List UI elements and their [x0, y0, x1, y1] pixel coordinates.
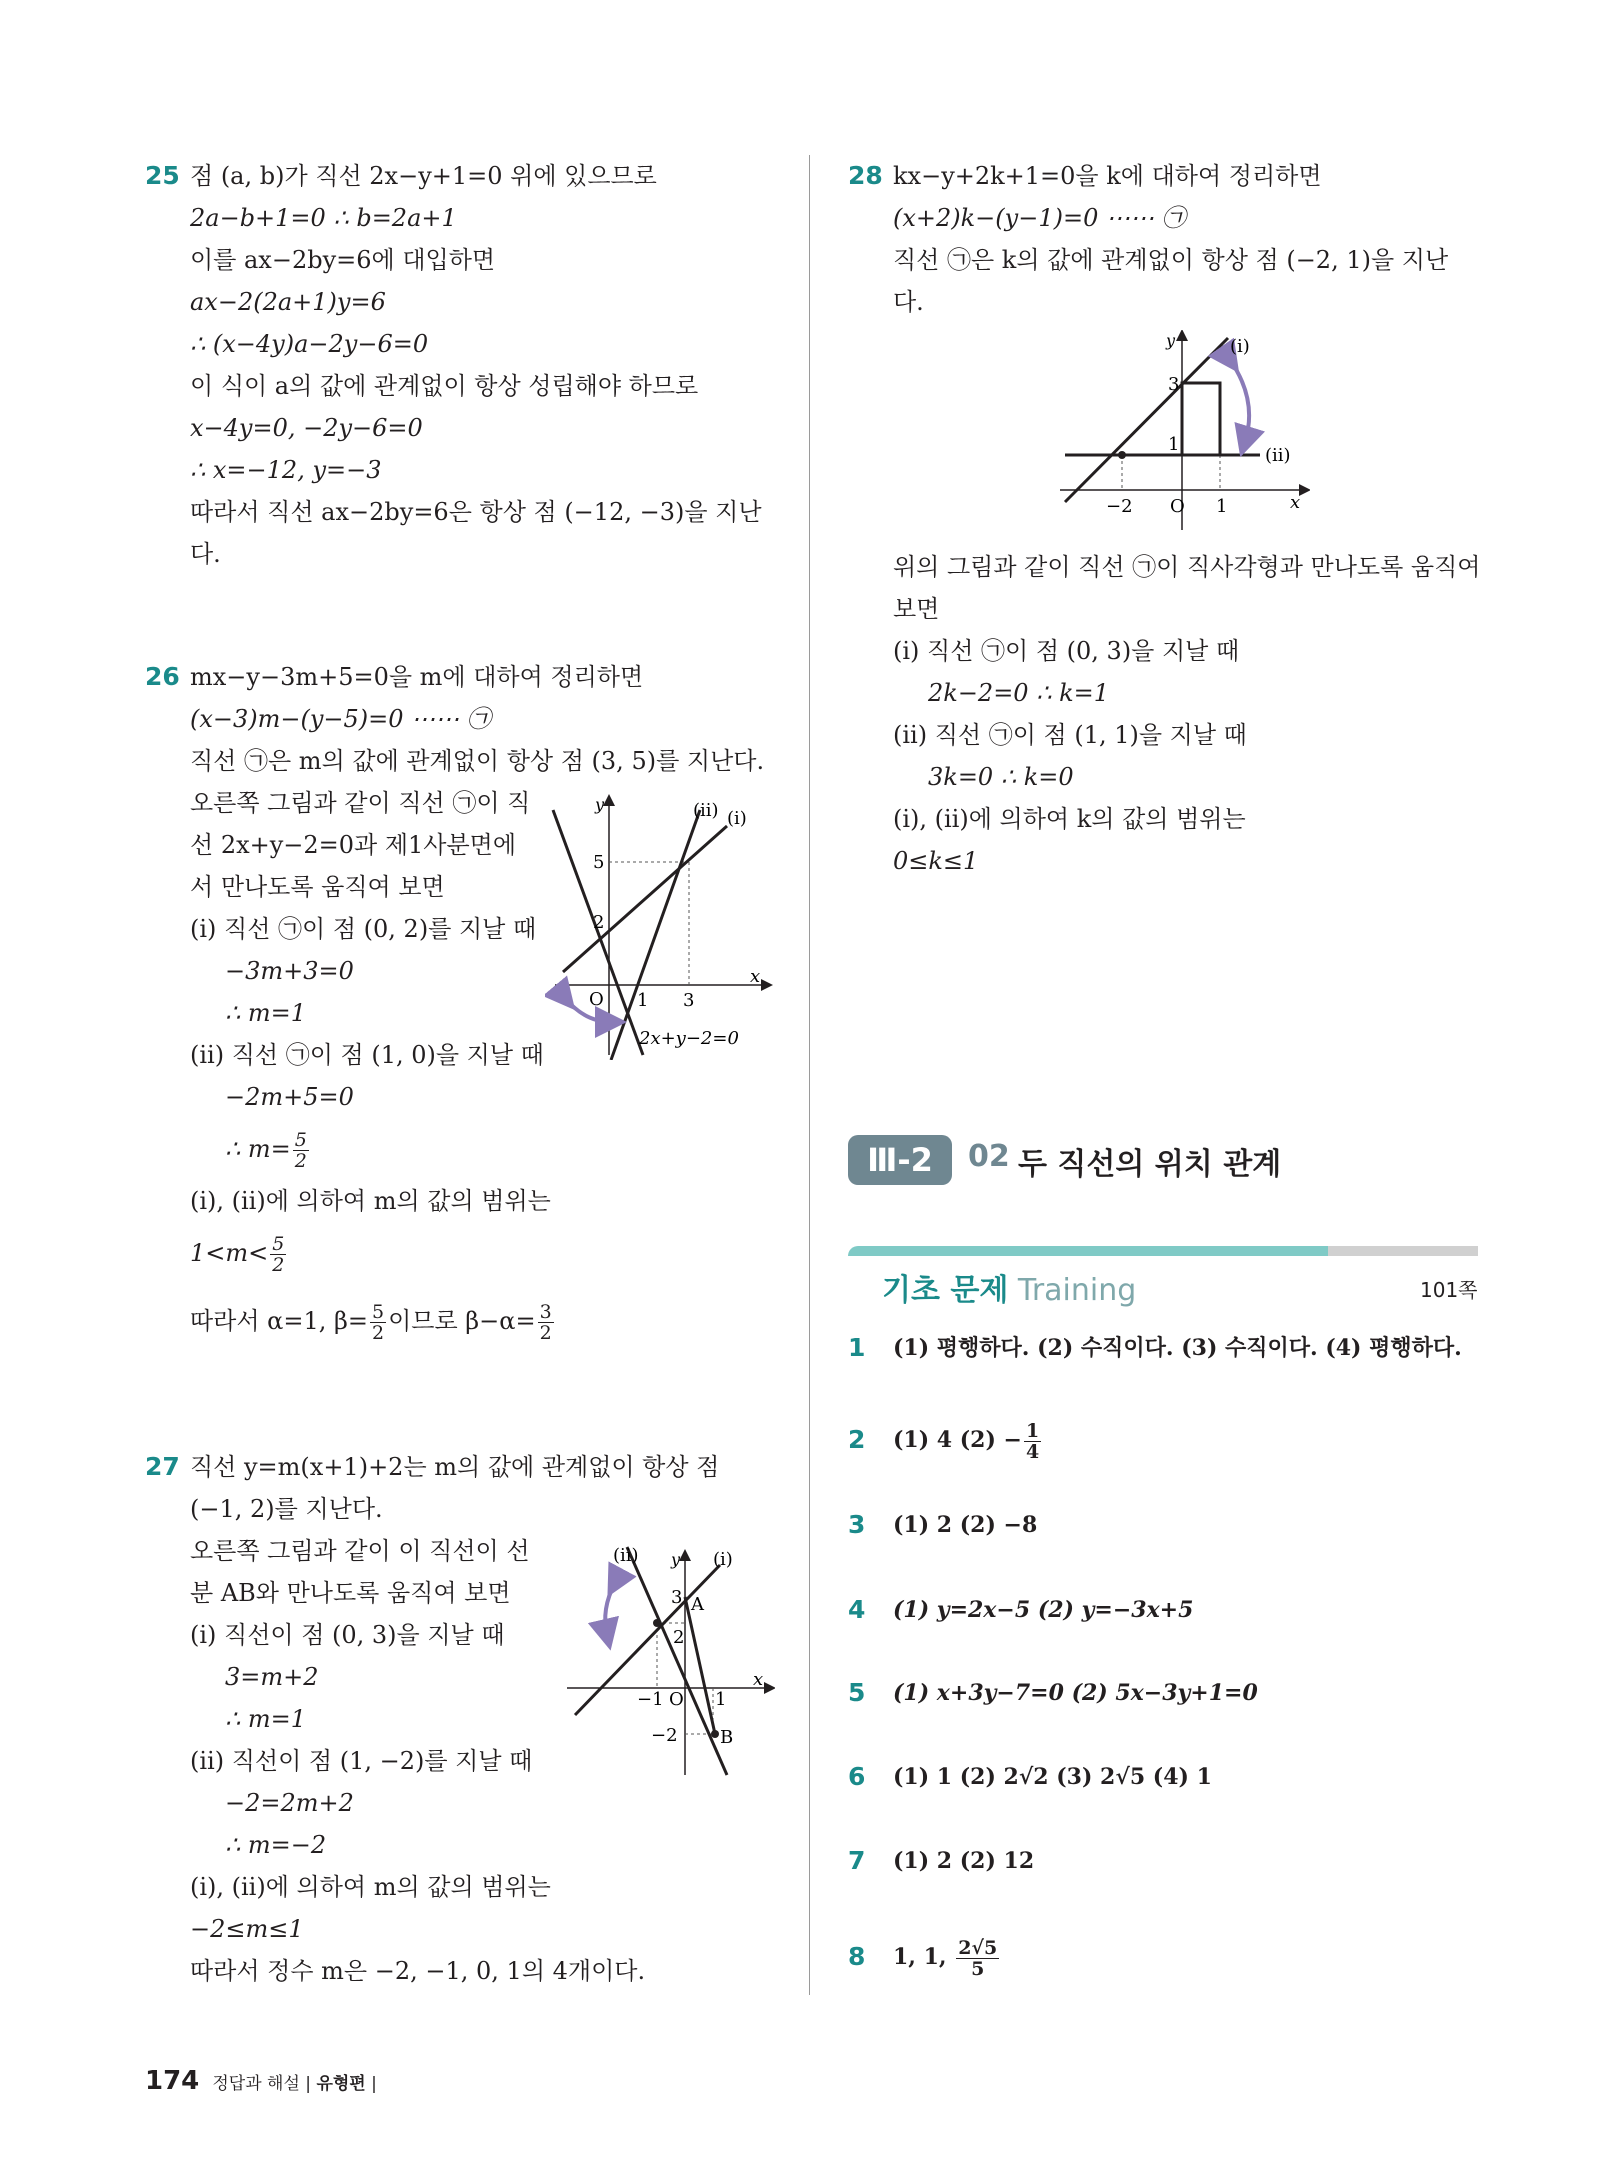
p28-line-4: 다.: [893, 288, 924, 316]
p28-tick-1: 1: [1168, 434, 1180, 455]
answer-number: 1: [848, 1333, 866, 1362]
p26-y-label: y: [595, 795, 605, 814]
answer-number: 7: [848, 1846, 866, 1875]
p26-line-2: (x−3)m−(y−5)=0 ⋯⋯ ㉠: [190, 705, 491, 733]
p26-label-i: (ⅰ): [727, 808, 747, 829]
p28-line-2: (x+2)k−(y−1)=0 ⋯⋯ ㉠: [893, 204, 1186, 232]
section-header: [848, 1135, 1548, 1195]
problem-number-25: 25: [145, 161, 180, 190]
p26-rotation-arrow: [565, 998, 611, 1022]
answer-row-1: [848, 1326, 1548, 1376]
p27-line-9: −2=2m+2: [225, 1789, 354, 1817]
answer-text: (1) x+3y−7=0 (2) 5x−3y+1=0: [893, 1680, 1258, 1706]
p26-line-6: 서 만나도록 움직여 보면: [190, 873, 445, 901]
p27-tick-3: 3: [671, 1587, 683, 1608]
p27-rotation-arrow: [605, 1583, 615, 1635]
p27-point-b: B: [720, 1727, 734, 1748]
p25-line-5: ∴ (x−4y)a−2y−6=0: [190, 330, 429, 358]
answer-text: (1) 2 (2) 12: [893, 1848, 1035, 1874]
p28-line-7: (ⅰ) 직선 ㉠이 점 (0, 3)을 지날 때: [893, 637, 1240, 665]
answer-text: 1, 1,: [893, 1944, 955, 1970]
p27-line-11: (ⅰ), (ⅱ)에 의하여 m의 값의 범위는: [190, 1873, 551, 1901]
section-number: 02: [968, 1139, 1010, 1174]
p27-label-ii: (ⅱ): [613, 1545, 639, 1566]
p27-line-3: 오른쪽 그림과 같이 이 직선이 선: [190, 1537, 530, 1565]
training-title-en: Training: [1017, 1273, 1137, 1308]
answer-row-2: [848, 1418, 1548, 1468]
section-badge: Ⅲ-2: [848, 1135, 952, 1185]
p28-line-11: (ⅰ), (ⅱ)에 의하여 k의 값의 범위는: [893, 805, 1246, 833]
p27-origin: O: [669, 1689, 684, 1710]
p26-conclusion-a: 따라서 α=1, β=: [190, 1307, 369, 1335]
p27-tick-1: 1: [715, 1689, 727, 1710]
p26-line-1: mx−y−3m+5=0을 m에 대하여 정리하면: [190, 663, 644, 691]
p25-line-2: 2a−b+1=0 ∴ b=2a+1: [190, 204, 457, 232]
p27-label-i: (ⅰ): [713, 1549, 733, 1570]
p26-line-11: −2m+5=0: [225, 1083, 354, 1111]
answer-text: (1) y=2x−5 (2) y=−3x+5: [893, 1597, 1194, 1623]
problem-number-26: 26: [145, 662, 180, 691]
p28-tick-x1: 1: [1216, 496, 1228, 517]
footer-label: 정답과 해설 | 유형편 |: [212, 2074, 377, 2094]
p25-line-1: 점 (a, b)가 직선 2x−y+1=0 위에 있으므로: [190, 162, 657, 190]
answer-row-5: [848, 1671, 1548, 1721]
p28-graph: [1060, 330, 1310, 530]
p25-line-8: ∴ x=−12, y=−3: [190, 456, 382, 484]
p28-line-10: 3k=0 ∴ k=0: [928, 763, 1074, 791]
p27-line-6: 3=m+2: [225, 1663, 319, 1691]
p26-label-ii: (ⅱ): [693, 800, 719, 821]
answer-frac: $\frac{1}{4}$: [1025, 1419, 1040, 1463]
p26-frac-3-2: $\frac{3}{2}$: [539, 1301, 552, 1344]
p26-m-equals: ∴ m=: [225, 1135, 291, 1163]
p27-tick-2: 2: [673, 1627, 685, 1648]
p28-rotation-arrow: [1230, 360, 1249, 442]
p26-line-4: 오른쪽 그림과 같이 직선 ㉠이 직: [190, 789, 531, 817]
answer-number: 6: [848, 1762, 866, 1791]
p28-line-12: 0≤k≤1: [893, 847, 979, 875]
p27-line-5: (ⅰ) 직선이 점 (0, 3)을 지날 때: [190, 1621, 505, 1649]
answer-frac: $\frac{2√5}{5}$: [958, 1936, 998, 1980]
answer-row-4: [848, 1588, 1548, 1638]
p26-origin: O: [589, 989, 604, 1010]
page-number: 174: [145, 2066, 200, 2096]
answer-row-3: [848, 1503, 1548, 1553]
p25-line-7: x−4y=0, −2y−6=0: [190, 414, 423, 442]
answer-text: (1) 4 (2) −: [893, 1427, 1022, 1453]
p26-range: 1<m<: [190, 1239, 269, 1267]
answer-text-wrap: [893, 1935, 1001, 1979]
p28-line-i: [1065, 338, 1228, 502]
answer-number: 4: [848, 1595, 866, 1624]
training-title-kr: 기초 문제: [882, 1273, 1009, 1308]
p26-conclusion-b: 이므로 β−α=: [388, 1307, 536, 1335]
answer-number: 3: [848, 1510, 866, 1539]
training-title: [882, 1265, 1136, 1309]
p27-line-10: ∴ m=−2: [225, 1831, 327, 1859]
p25-line-9: 따라서 직선 ax−2by=6은 항상 점 (−12, −3)을 지난: [190, 498, 762, 526]
p26-line-12: [225, 1128, 311, 1171]
p28-y-label: y: [1166, 331, 1176, 350]
answer-number: 8: [848, 1942, 866, 1971]
p26-line-10: (ⅱ) 직선 ㉠이 점 (1, 0)을 지날 때: [190, 1041, 544, 1069]
p28-pivot-point: [1118, 451, 1126, 459]
p26-frac-beta: $\frac{5}{2}$: [372, 1301, 385, 1344]
p27-line-7: ∴ m=1: [225, 1705, 307, 1733]
p26-x-label: x: [750, 966, 761, 987]
p26-line-7: (ⅰ) 직선 ㉠이 점 (0, 2)를 지날 때: [190, 915, 537, 943]
p28-tick-m2: −2: [1106, 496, 1133, 517]
p26-line-5: 선 2x+y−2=0과 제1사분면에: [190, 831, 517, 859]
p27-point-b-dot: [711, 1730, 719, 1738]
p27-point-a: A: [691, 1594, 704, 1615]
p25-line-6: 이 식이 a의 값에 관계없이 항상 성립해야 하므로: [190, 372, 699, 400]
problem-number-28: 28: [848, 161, 883, 190]
p26-line-13: (ⅰ), (ⅱ)에 의하여 m의 값의 범위는: [190, 1187, 551, 1215]
p26-line-8: −3m+3=0: [225, 957, 354, 985]
answer-text: (1) 1 (2) 2√2 (3) 2√5 (4) 1: [893, 1764, 1212, 1790]
p28-origin: O: [1170, 496, 1185, 517]
answer-text: (1) 평행하다. (2) 수직이다. (3) 수직이다. (4) 평행하다.: [893, 1335, 1462, 1361]
footer-label-text: 정답과 해설: [212, 2074, 300, 2094]
p26-line-9: ∴ m=1: [225, 999, 307, 1027]
p26-line-14: [190, 1232, 288, 1275]
training-bar: [848, 1246, 1478, 1258]
answer-row-6: [848, 1755, 1548, 1805]
p27-pivot-point: [653, 1619, 661, 1627]
p28-line-5: 위의 그림과 같이 직선 ㉠이 직사각형과 만나도록 움직여: [893, 553, 1481, 581]
p27-graph: [565, 1535, 775, 1780]
p28-label-ii: (ⅱ): [1265, 445, 1291, 466]
p27-line-1: 직선 y=m(x+1)+2는 m의 값에 관계없이 항상 점: [190, 1453, 720, 1481]
answer-row-8: [848, 1935, 1548, 1985]
p26-tick-1: 1: [637, 990, 649, 1011]
p27-line-2: (−1, 2)를 지난다.: [190, 1495, 383, 1523]
p26-frac-5-2: $\frac{5}{2}$: [294, 1129, 307, 1172]
p27-line-4: 분 AB와 만나도록 움직여 보면: [190, 1579, 511, 1607]
section-title: 두 직선의 위치 관계: [1018, 1147, 1282, 1182]
p28-line-6: 보면: [893, 595, 940, 623]
p28-line-8: 2k−2=0 ∴ k=1: [928, 679, 1110, 707]
p28-tick-3: 3: [1168, 374, 1180, 395]
p28-label-i: (ⅰ): [1230, 336, 1250, 357]
p25-line-3: 이를 ax−2by=6에 대입하면: [190, 246, 496, 274]
p26-line-ii: [611, 810, 700, 1060]
p27-line-13: 따라서 정수 m은 −2, −1, 0, 1의 4개이다.: [190, 1957, 646, 1985]
p26-tick-3: 3: [683, 990, 695, 1011]
p26-line-3: 직선 ㉠은 m의 값에 관계없이 항상 점 (3, 5)를 지난다.: [190, 747, 765, 775]
p26-tick-2: 2: [593, 912, 605, 933]
p26-line-i: [563, 826, 727, 972]
answer-number: 5: [848, 1678, 866, 1707]
p26-graph: [545, 790, 775, 1060]
answer-text: (1) 2 (2) −8: [893, 1512, 1038, 1538]
p25-line-4: ax−2(2a+1)y=6: [190, 288, 386, 316]
p26-line-15: [190, 1300, 556, 1343]
p28-line-9: (ⅱ) 직선 ㉠이 점 (1, 1)을 지날 때: [893, 721, 1247, 749]
answer-number: 2: [848, 1425, 866, 1454]
page-footer: [145, 2066, 377, 2096]
p27-y-label: y: [671, 1550, 681, 1569]
p28-line-1: kx−y+2k+1=0을 k에 대하여 정리하면: [893, 162, 1322, 190]
p25-line-10: 다.: [190, 540, 221, 568]
answer-text-wrap: [893, 1418, 1043, 1462]
p27-x-label: x: [753, 1669, 764, 1690]
column-divider: [809, 155, 810, 1995]
p28-rectangle: [1182, 383, 1220, 455]
p27-tick-m1: −1: [637, 1689, 664, 1710]
footer-sublabel: 유형편: [316, 2074, 366, 2094]
p27-line-12: −2≤m≤1: [190, 1915, 304, 1943]
p26-tick-5: 5: [593, 852, 605, 873]
p28-line-3: 직선 ㉠은 k의 값에 관계없이 항상 점 (−2, 1)을 지난: [893, 246, 1449, 274]
p27-line-8: (ⅱ) 직선이 점 (1, −2)를 지날 때: [190, 1747, 533, 1775]
p26-line-label: 2x+y−2=0: [639, 1028, 739, 1049]
problem-number-27: 27: [145, 1452, 180, 1481]
answer-row-7: [848, 1839, 1548, 1889]
training-page-ref: 101쪽: [1420, 1278, 1478, 1302]
p27-tick-m2: −2: [651, 1725, 678, 1746]
p28-x-label: x: [1290, 492, 1301, 513]
p26-frac-5-2-b: $\frac{5}{2}$: [272, 1233, 285, 1276]
